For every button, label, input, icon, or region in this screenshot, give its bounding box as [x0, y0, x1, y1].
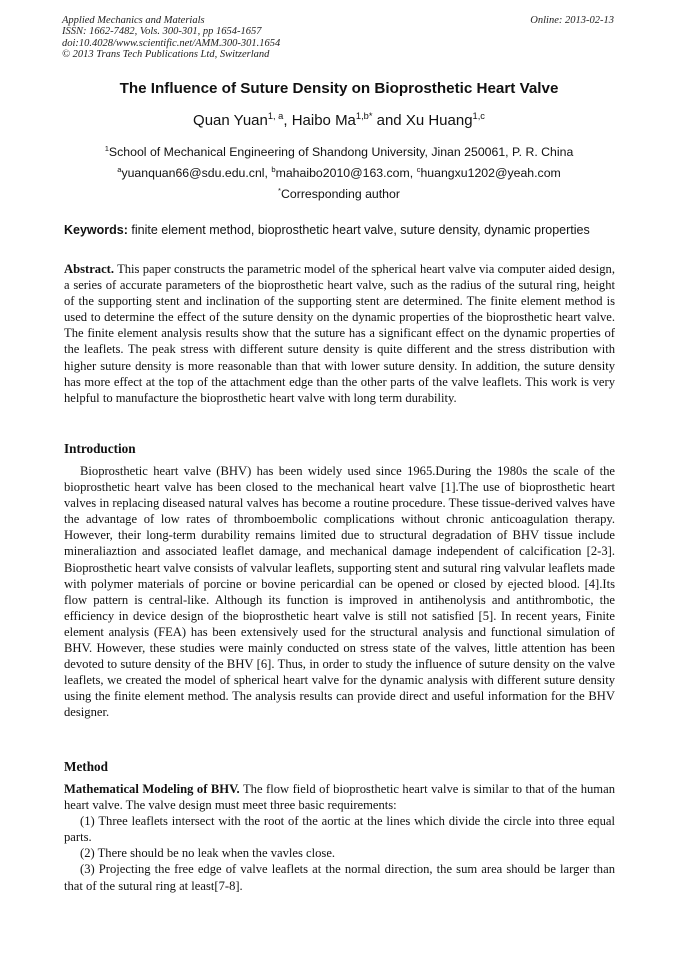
introduction-heading: Introduction	[64, 441, 136, 456]
method-intro-text: The flow field of bioprosthetic heart valve is similar to that of the human heart valve. The valve design must meet three basic requirements:	[64, 782, 615, 813]
email-sup: b	[271, 164, 276, 174]
affiliation-sup: 1	[104, 143, 109, 153]
keywords-text: finite element method, bioprosthetic heart valve, suture density, dynamic properties	[131, 223, 590, 237]
introduction-section	[64, 463, 615, 721]
email-sep: ,	[409, 166, 417, 180]
journal-name: Applied Mechanics and Materials	[62, 15, 205, 26]
email-link[interactable]: yuanquan66@sdu.edu.cnl	[121, 166, 265, 180]
author-sep: and	[372, 112, 406, 129]
requirement-item: (2) There should be no leak when the vavles close.	[80, 846, 336, 861]
introduction-paragraph: Bioprosthetic heart valve (BHV) has been widely used since 1965.During the 1980s the scale of the bioprosthetic heart valve has been closed to the mechanical heart valve [1].The use of bioprosthetic heart valves in replacing diseased natural valves has become a routine procedure. These tissue-derived valves have the advantage of low rates of thromboembolic complications without chronic anticoagulation therapy. However, their long-term durability remains limited due to structural degradation of BHV tissue include mineraliaztion and associated leaflet damage, and mechanical damage independent of calcification [2-3]. Bioprosthetic heart valve consists of valvular leaflets, supporting stent and sutural ring valvular leaflets made with polymer materials of porcine or bovine pericardial can be opened or closed by ejected blood. [4].Its flow pattern is central-like. Although its function is improved in antihenolysis and antithrombotic, the efficiency in device design of the bioprosthetic heart valve is still not satisfied [5]. In recent years, Finite element analysis (FEA) has been extensively used for the structural analysis and functional simulation of BHV. However, these studies were mainly conducted on stress state of the valves, little attention has been devoted to suture density of the BHV [6]. Thus, in order to study the influence of suture density on the valve leaflets, we created the model of spherical heart valve for the dynamic analysis with different suture density using the finite element method. The analysis results can provide direct and useful information for the BHV designer.	[64, 464, 615, 720]
keywords	[64, 223, 616, 237]
corresponding-text: Corresponding author	[281, 187, 400, 201]
paper-title: The Influence of Suture Density on Bioprosthetic Heart Valve	[119, 80, 559, 97]
requirement-item: (1) Three leaflets intersect with the root of the aortic at the lines which divide the circle into three equal parts.	[64, 814, 615, 845]
affiliation	[40, 145, 638, 159]
affiliation-text: School of Mechanical Engineering of Shandong University, Jinan 250061, P. R. China	[108, 145, 574, 159]
method-heading: Method	[64, 759, 108, 774]
copyright-line: © 2013 Trans Tech Publications Ltd, Switzerland	[62, 49, 270, 61]
keywords-label: Keywords:	[64, 223, 128, 237]
corresponding-note	[40, 187, 638, 201]
author-list	[40, 112, 638, 129]
doi-line: doi:10.4028/www.scientific.net/AMM.300-301.1654	[62, 37, 281, 49]
corresponding-sup: *	[278, 185, 281, 195]
author-sep: ,	[283, 112, 292, 129]
issn-line: ISSN: 1662-7482, Vols. 300-301, pp 1654-1657	[62, 26, 262, 38]
journal-header	[62, 15, 614, 61]
email-link[interactable]: huangxu1202@yeah.com	[420, 166, 561, 180]
abstract-text: This paper constructs the parametric model of the spherical heart valve via computer aided design, a series of accurate parameters of the bioprosthetic heart valve, such as the radius of the sutural ring, height of the supporting stent and inclination of the supporting stent are determined. The finite element method is used to determine the effect of the suture density on the dynamic properties of the bioprosthetic heart valve. The finite element analysis results show that the suture has a significant effect on the dynamic properties of the leaflets. The peak stress with different suture density is quite different and the stress distribution with higher suture density is more reasonable than that with lower suture density. In addition, the suture density has more effect at the top of the attachment edge than the other parts of the valve leaflets. This work is very helpful to manufacture the bioprosthetic heart valve with long term durability.	[64, 262, 616, 405]
email-list	[40, 166, 638, 180]
author-sup: 1, a	[267, 111, 284, 121]
email-link[interactable]: mahaibo2010@163.com	[275, 166, 410, 180]
requirement-item: (3) Projecting the free edge of valve leaflets at the normal direction, the sum area should be larger than that of the sutural ring at least[7-8].	[64, 862, 615, 893]
online-date: Online: 2013-02-13	[530, 15, 614, 26]
author-sup: 1,b*	[355, 111, 373, 121]
author-name: Quan Yuan	[193, 112, 268, 129]
method-subheading: Mathematical Modeling of BHV.	[64, 782, 240, 796]
author-sup: 1,c	[472, 111, 485, 121]
method-section	[64, 781, 615, 894]
email-sup: a	[117, 164, 122, 174]
abstract	[64, 261, 615, 406]
email-sup: c	[416, 164, 421, 174]
email-sep: ,	[264, 166, 272, 180]
author-name: Haibo Ma	[291, 112, 356, 129]
author-name: Xu Huang	[405, 112, 473, 129]
abstract-label: Abstract.	[64, 262, 115, 276]
